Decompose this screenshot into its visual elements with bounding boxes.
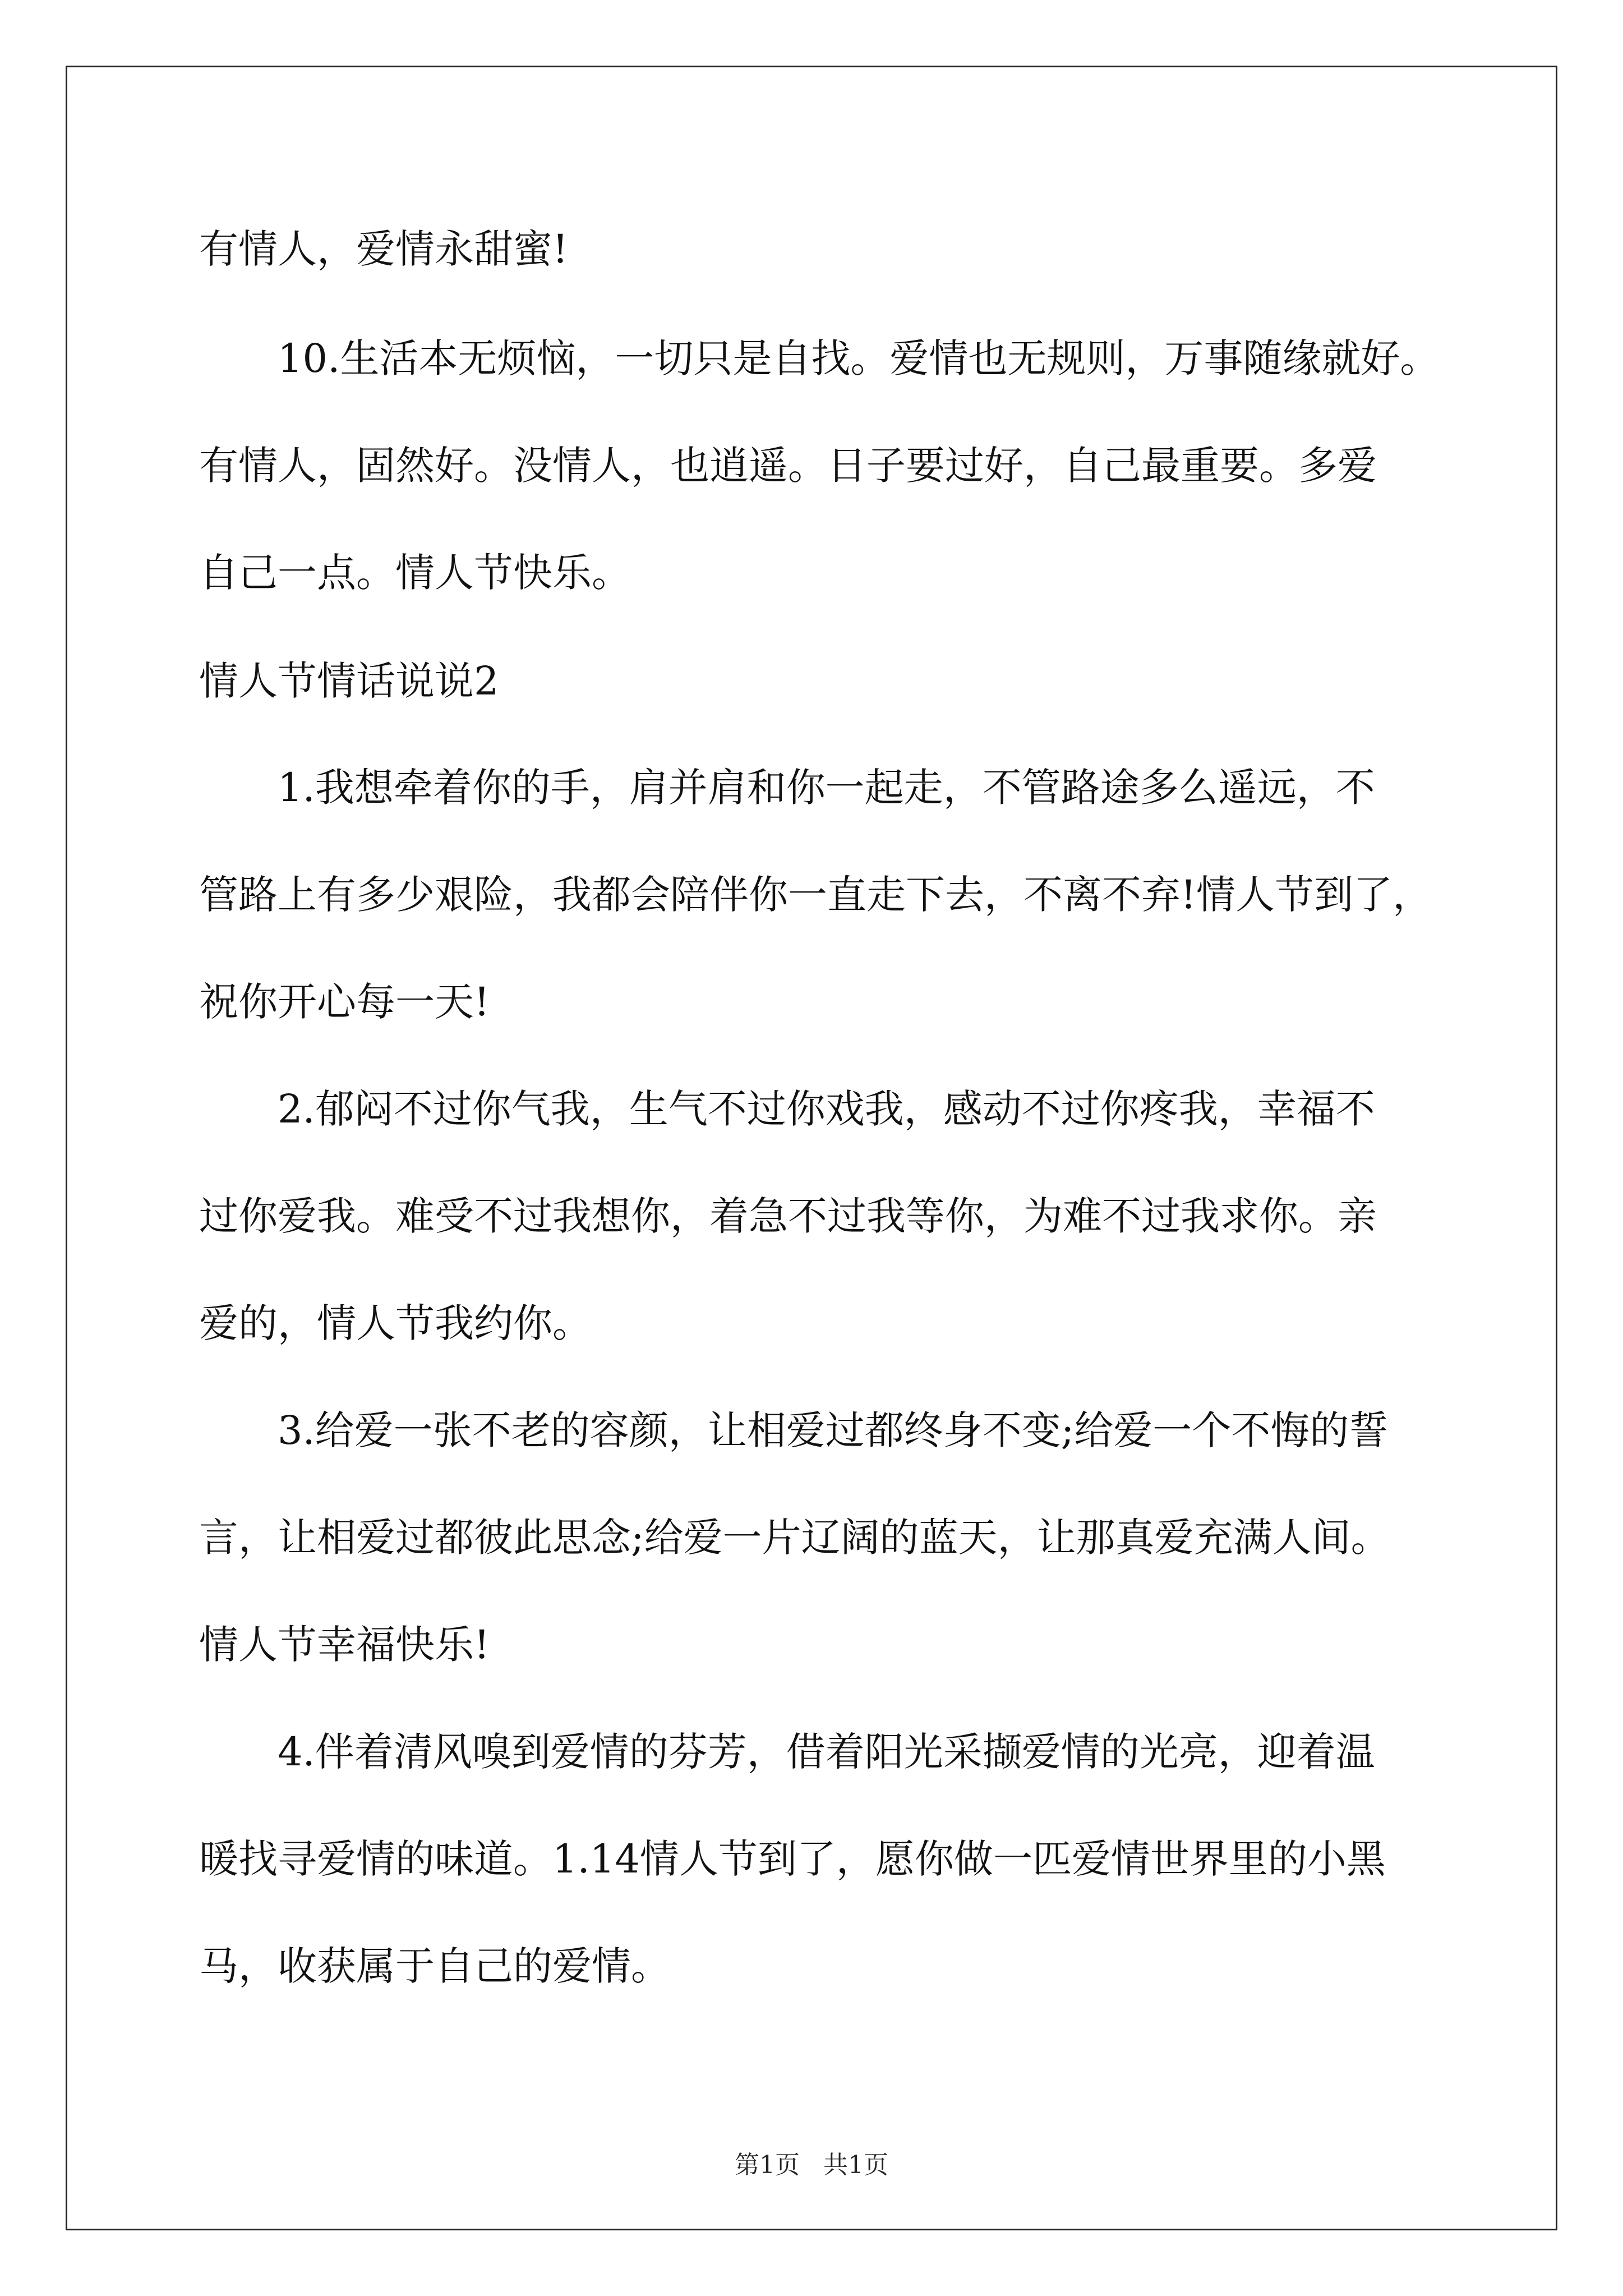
page-border [66,66,1557,2230]
text-line: 过你爱我。难受不过我想你，着急不过我等你，为难不过我求你。亲 [199,1193,1377,1239]
text-line: 自己一点。情人节快乐。 [199,550,631,596]
footer-spacer [800,2151,823,2179]
text-line: 祝你开心每一天! [199,979,490,1025]
text-line: 4.伴着清风嗅到爱情的芬芳，借着阳光采撷爱情的光亮，迎着温 [278,1729,1375,1775]
text-line: 有情人，固然好。没情人，也逍遥。日子要过好，自己最重要。多爱 [199,443,1377,489]
text-line: 1.我想牵着你的手，肩并肩和你一起走，不管路途多么遥远，不 [278,765,1375,811]
text-line: 10.生活本无烦恼，一切只是自找。爱情也无规则，万事随缘就好。 [278,335,1440,381]
text-line: 言，让相爱过都彼此思念;给爱一片辽阔的蓝天，让那真爱充满人间。 [199,1515,1390,1561]
page-total: 共1页 [823,2151,888,2179]
text-line: 2.郁闷不过你气我，生气不过你戏我，感动不过你疼我，幸福不 [278,1086,1375,1132]
text-line: 爱的，情人节我约你。 [199,1300,592,1346]
text-line: 有情人，爱情永甜蜜! [199,226,569,272]
page-footer [0,2148,1623,2182]
text-line: 3.给爱一张不老的容颜，让相爱过都终身不变;给爱一个不悔的誓 [278,1407,1389,1453]
page-number: 第1页 [735,2151,800,2179]
text-line: 情人节幸福快乐! [199,1622,490,1668]
text-line: 管路上有多少艰险，我都会陪伴你一直走下去，不离不弃!情人节到了， [199,872,1432,918]
text-line: 暖找寻爱情的味道。1.14情人节到了，愿你做一匹爱情世界里的小黑 [199,1836,1386,1882]
text-line: 马，收获属于自己的爱情。 [199,1943,670,1989]
section-heading: 情人节情话说说2 [199,658,499,704]
